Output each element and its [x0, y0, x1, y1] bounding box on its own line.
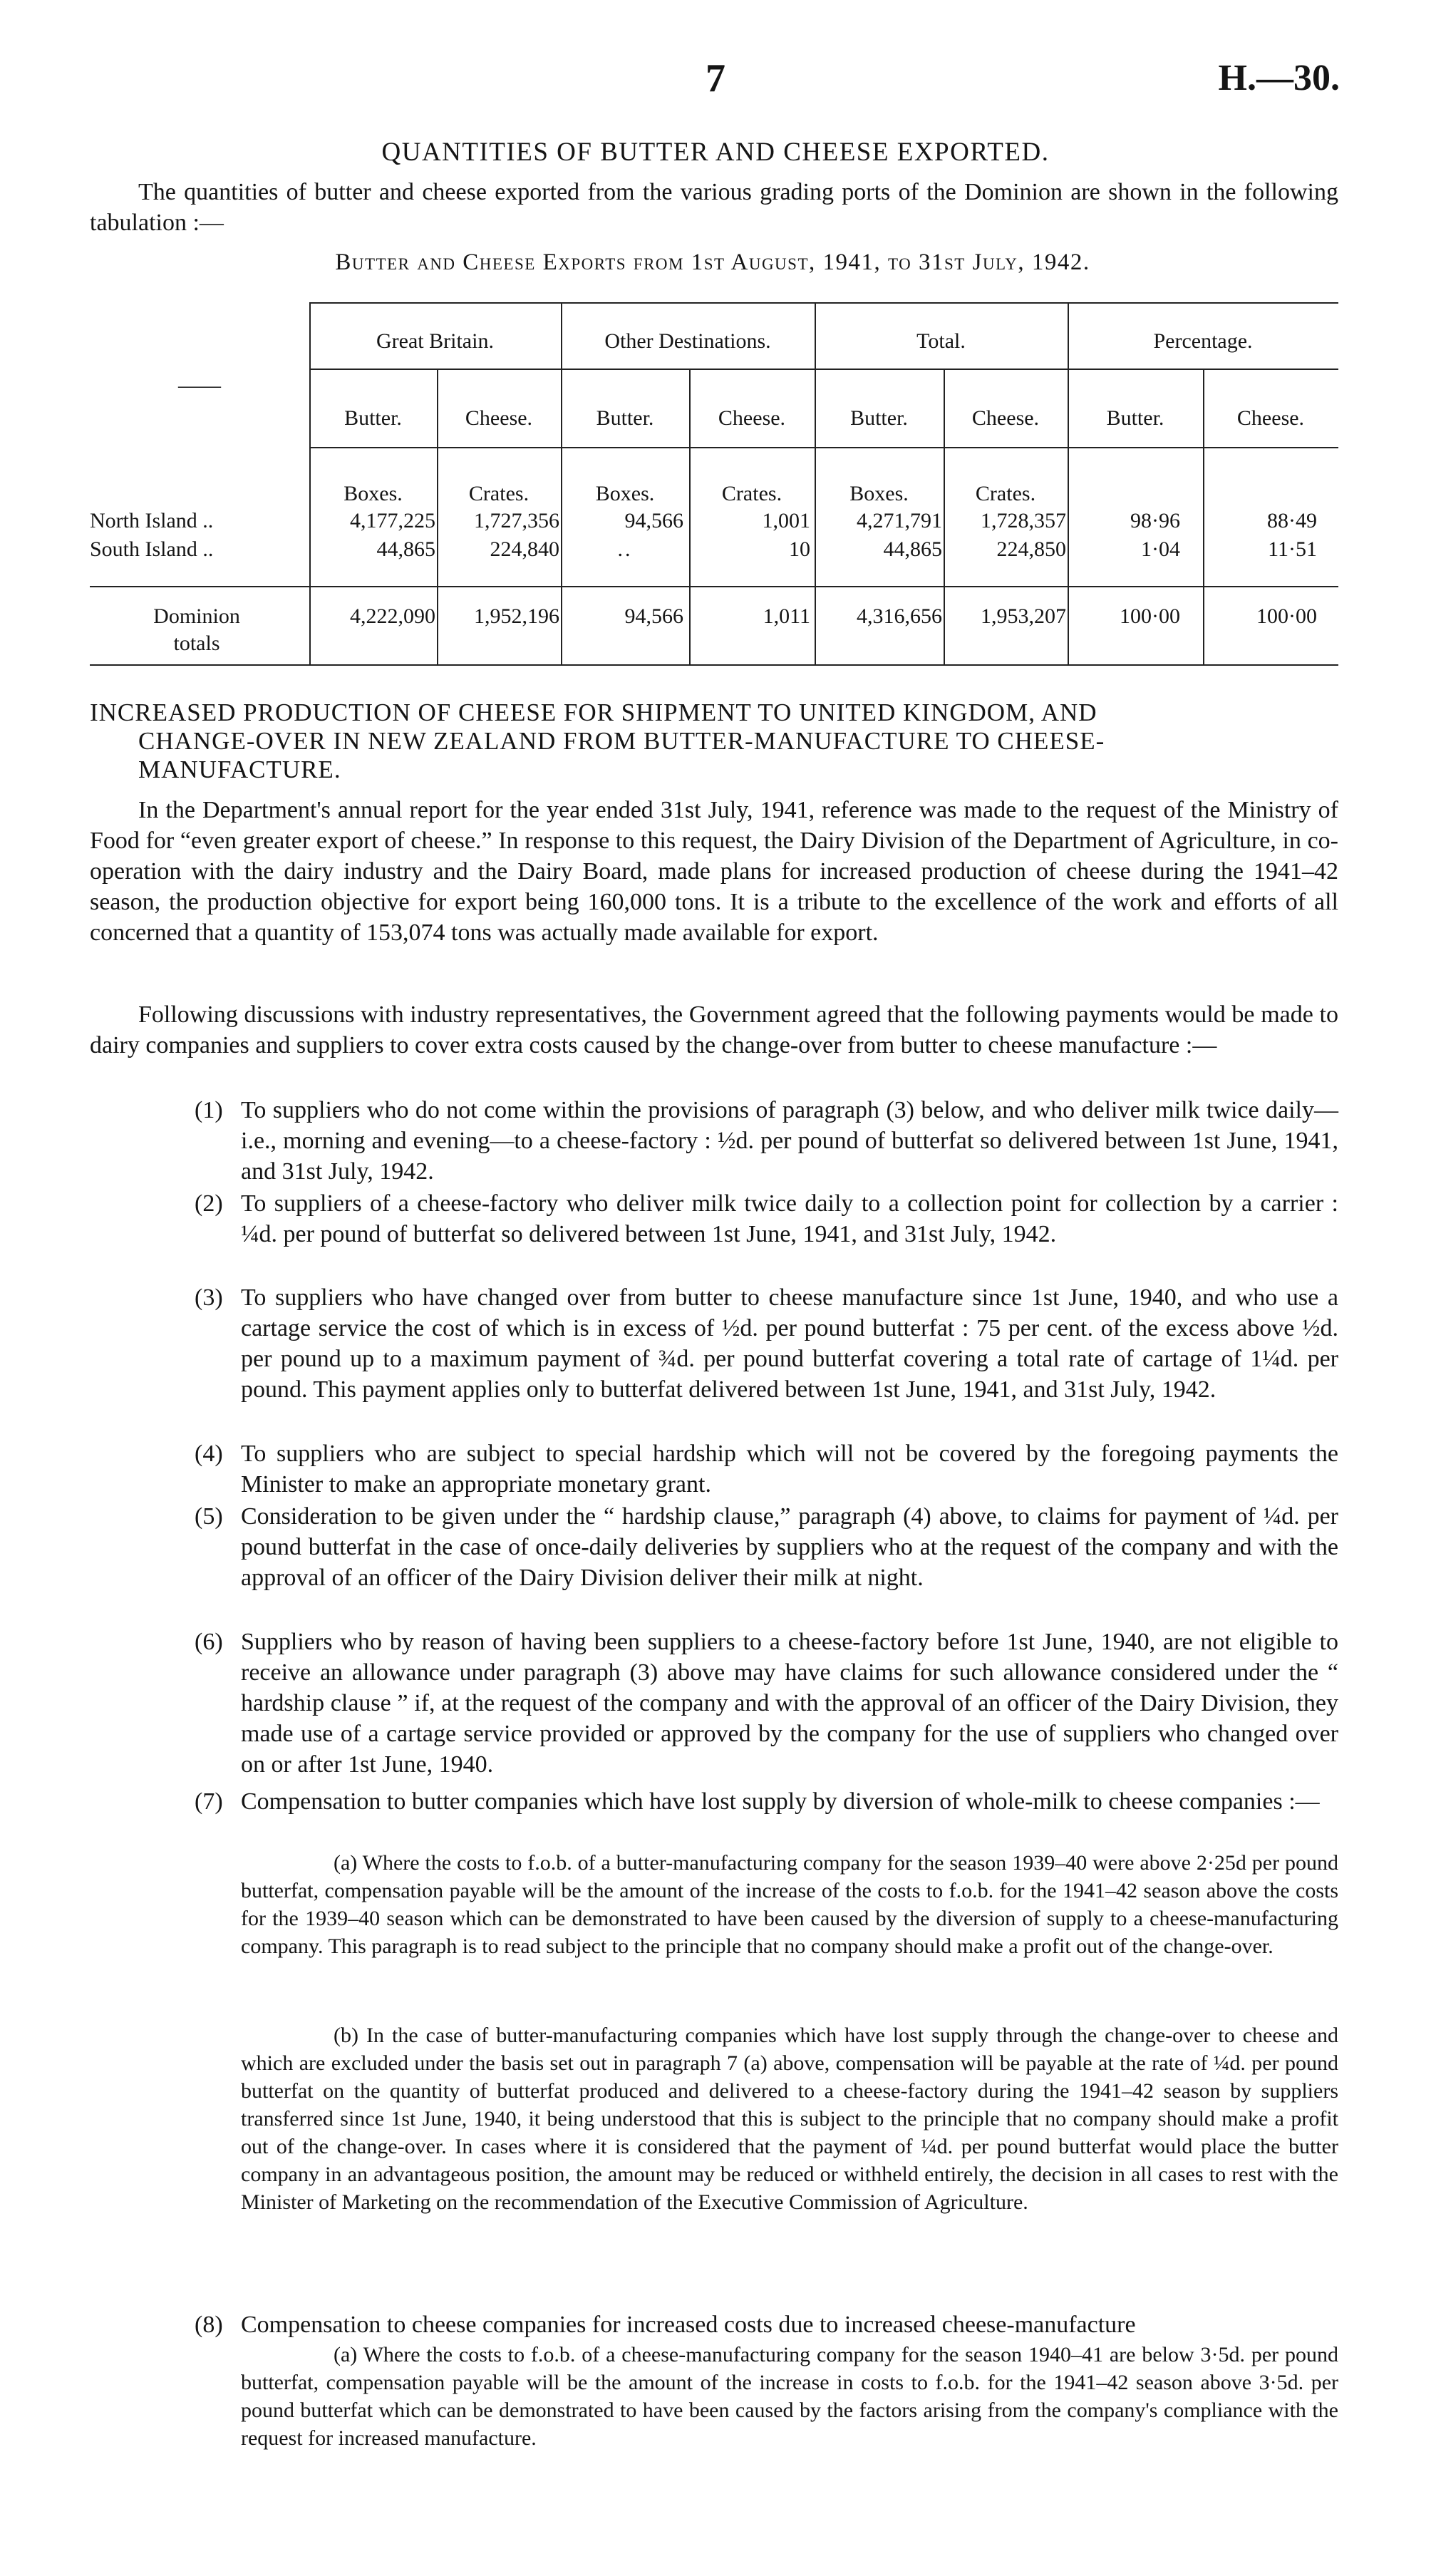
row-label-south-island: South Island .. — [90, 537, 214, 561]
list-item-text: To suppliers who are subject to special hardship which will not be covered by the foregoing payments the Minister to make an appropriate monetary grant. — [241, 1441, 1338, 1498]
table-cell: 4,316,656 — [857, 604, 942, 628]
list-item-3 — [195, 1282, 1338, 1405]
list-item-text: To suppliers of a cheese-factory who deliver milk twice daily to a collection point for collection by a carrier : ¼d. per pound of butterfat so delivered between 1st June, 1941, and 31st July, 1942. — [241, 1190, 1338, 1247]
list-item-2 — [195, 1188, 1338, 1250]
page-number: 7 — [706, 56, 725, 101]
table-cell: 100·00 — [1120, 604, 1180, 628]
sub-item-8a: (a) Where the costs to f.o.b. of a cheese-manufacturing company for the season 1940–41 are below 3·5d. per pound butterfat, compensation payable will be the amount of the increase in costs to f.o.b. for the 1941–42 season above 3·5d. per pound butterfat which can be demonstrated to have been caused by the factors arising from the company's compliance with the request for increased manufacture. — [241, 2343, 1338, 2450]
list-item-8 — [195, 2309, 1338, 2340]
unit-od-butter: Boxes. — [595, 482, 655, 505]
table-cell: 224,850 — [996, 537, 1066, 561]
paragraph-annual-report: In the Department's annual report for the year ended 31st July, 1941, reference was made to the request of the Ministry of Food for “even greater export of cheese.” In response to this request, the Dairy Division of the Department of Agriculture, in co-operation with the dairy industry and the Dairy Board, made plans for increased production of cheese during the 1941–42 season, the production objective for export being 160,000 tons. It is a tribute to the excellence of the work and efforts of all concerned that a quantity of 153,074 tons was actually made available for export. — [90, 797, 1338, 946]
col-pct-cheese: Cheese. — [1236, 406, 1305, 430]
list-item-number: (1) — [195, 1097, 223, 1123]
row-label-totals: totals — [173, 632, 220, 655]
table-cell: 88·49 — [1267, 509, 1317, 532]
row-label-north-island: North Island .. — [90, 509, 214, 532]
table-cell: 1,001 — [762, 509, 810, 532]
stub-header-dash: —— — [178, 373, 221, 397]
col-total-cheese: Cheese. — [971, 406, 1040, 430]
list-item-number: (3) — [195, 1284, 223, 1311]
table-cell: 1,727,356 — [474, 509, 559, 532]
table-cell: 10 — [789, 537, 810, 561]
table-cell: 44,865 — [883, 537, 942, 561]
table-cell: 100·00 — [1256, 604, 1317, 628]
list-item-text: Consideration to be given under the “ hardship clause,” paragraph (4) above, to claims for payment of ¼d. per pound butterfat in the case of once-daily deliveries by suppliers who at the request of the company and with the approval of an officer of the Dairy Division deliver their milk at night. — [241, 1503, 1338, 1591]
table-cell: 1,952,196 — [474, 604, 559, 628]
list-item-6 — [195, 1627, 1338, 1780]
table-cell: 11·51 — [1268, 537, 1317, 561]
unit-od-cheese: Crates. — [721, 482, 782, 505]
exports-table — [90, 302, 1338, 673]
section-title-line2: CHANGE-OVER IN NEW ZEALAND FROM BUTTER-MANUFACTURE TO CHEESE- — [138, 727, 1105, 755]
table-cell: 94,566 — [624, 509, 683, 532]
section-title-line3: MANUFACTURE. — [138, 756, 341, 783]
list-item-1 — [195, 1095, 1338, 1187]
list-item-number: (2) — [195, 1190, 223, 1217]
paragraph-following-discussions: Following discussions with industry representatives, the Government agreed that the following payments would be made to dairy companies and suppliers to cover extra costs caused by the change-over from butter to cheese manufacture :— — [90, 1001, 1338, 1058]
list-item-number: (8) — [195, 2312, 223, 2338]
list-item-text: Compensation to butter companies which have lost supply by diversion of whole-milk to cheese companies :— — [241, 1788, 1320, 1815]
col-pct-butter: Butter. — [1106, 406, 1164, 430]
table-cell: 4,177,225 — [350, 509, 435, 532]
group-other-destinations: Other Destinations. — [604, 329, 771, 353]
sub-item-7a: (a) Where the costs to f.o.b. of a butter-manufacturing company for the season 1939–40 were above 2·25d per pound butterfat, compensation payable will be the amount of the increase of the costs to f.o.b. for the 1941–42 season above the costs for the 1939–40 season which can be demonstrated to have been caused by the diversion of supply to a cheese-manufacturing company. This paragraph is to read subject to the principle that no company should make a profit out of the change-over. — [241, 1851, 1338, 1958]
unit-gb-butter: Boxes. — [343, 482, 403, 505]
list-item-4 — [195, 1438, 1338, 1500]
intro-paragraph: The quantities of butter and cheese exported from the various grading ports of the Dominion are shown in the following tabulation :— — [90, 179, 1338, 236]
row-label-dominion: Dominion — [153, 604, 240, 628]
table-title: Butter and Cheese Exports from 1st August, 1941, to 31st July, 1942. — [335, 249, 1090, 275]
col-od-cheese: Cheese. — [718, 406, 786, 430]
list-item-5 — [195, 1501, 1338, 1593]
col-od-butter: Butter. — [596, 406, 654, 430]
group-great-britain: Great Britain. — [376, 329, 494, 353]
document-reference: H.—30. — [1218, 58, 1340, 98]
table-cell: 1,728,357 — [981, 509, 1066, 532]
list-item-text: Suppliers who by reason of having been suppliers to a cheese-factory before 1st June, 1940, are not eligible to receive an allowance under paragraph (3) above may have claims for such allowance considered under the “ hardship clause ” if, at the request of the company and with the approval of an officer of the Dairy Division, they made use of a cartage service provided or approved by the company for the use of suppliers who changed over on or after 1st June, 1940. — [241, 1629, 1338, 1778]
col-total-butter: Butter. — [850, 406, 908, 430]
list-item-text: To suppliers who do not come within the provisions of paragraph (3) below, and who deliver milk twice daily—i.e., morning and evening—to a cheese-factory : ½d. per pound of butterfat so delivered between 1st June, 1941, and 31st July, 1942. — [241, 1097, 1338, 1185]
list-item-text: To suppliers who have changed over from butter to cheese manufacture since 1st June, 1940, and who use a cartage service the cost of which is in excess of ½d. per pound butterfat : 75 per cent. of the excess above ½d. per pound up to a maximum payment of ¾d. per pound butterfat covering a total rate of cartage of 1¼d. per pound. This payment applies only to butterfat delivered between 1st June, 1941, and 31st July, 1942. — [241, 1284, 1338, 1403]
group-total: Total. — [916, 329, 966, 353]
table-cell: 94,566 — [624, 604, 683, 628]
list-item-number: (6) — [195, 1629, 223, 1655]
table-cell: 4,271,791 — [857, 509, 942, 532]
table-cell: 1·04 — [1141, 537, 1180, 561]
sub-item-7b: (b) In the case of butter-manufacturing companies which have lost supply through the change-over to cheese and which are excluded under the basis set out in paragraph 7 (a) above, compensation will be payable at the rate of ¼d. per pound butterfat on the quantity of butterfat produced and delivered to a cheese-factory during the 1941–42 season by suppliers transferred since 1st June, 1940, it being understood that this is subject to the principle that no company should make a profit out of the change-over. In cases where it is considered that the payment of ¼d. per pound butterfat would place the butter company in an advantageous position, the amount may be reduced or withheld entirely, the decision in all cases to rest with the Minister of Marketing on the recommendation of the Executive Commission of Agriculture. — [241, 2024, 1338, 2214]
list-item-number: (4) — [195, 1441, 223, 1467]
table-cell: 224,840 — [490, 537, 559, 561]
list-item-7 — [195, 1786, 1338, 1817]
section-title-line1: INCREASED PRODUCTION OF CHEESE FOR SHIPMENT TO UNITED KINGDOM, AND — [90, 699, 1097, 726]
table-cell: 1,011 — [763, 604, 810, 628]
group-percentage: Percentage. — [1153, 329, 1253, 353]
table-cell: 44,865 — [376, 537, 435, 561]
col-gb-cheese: Cheese. — [465, 406, 533, 430]
list-item-number: (7) — [195, 1788, 223, 1815]
unit-total-cheese: Crates. — [975, 482, 1036, 505]
section-title-exports: QUANTITIES OF BUTTER AND CHEESE EXPORTED. — [381, 138, 1050, 167]
col-gb-butter: Butter. — [344, 406, 402, 430]
table-cell: .. — [617, 537, 633, 561]
list-item-number: (5) — [195, 1503, 223, 1530]
list-item-text: Compensation to cheese companies for increased costs due to increased cheese-manufacture — [241, 2312, 1136, 2338]
unit-gb-cheese: Crates. — [468, 482, 529, 505]
table-cell: 1,953,207 — [981, 604, 1066, 628]
table-cell: 98·96 — [1130, 509, 1180, 532]
unit-total-butter: Boxes. — [849, 482, 909, 505]
table-cell: 4,222,090 — [350, 604, 435, 628]
